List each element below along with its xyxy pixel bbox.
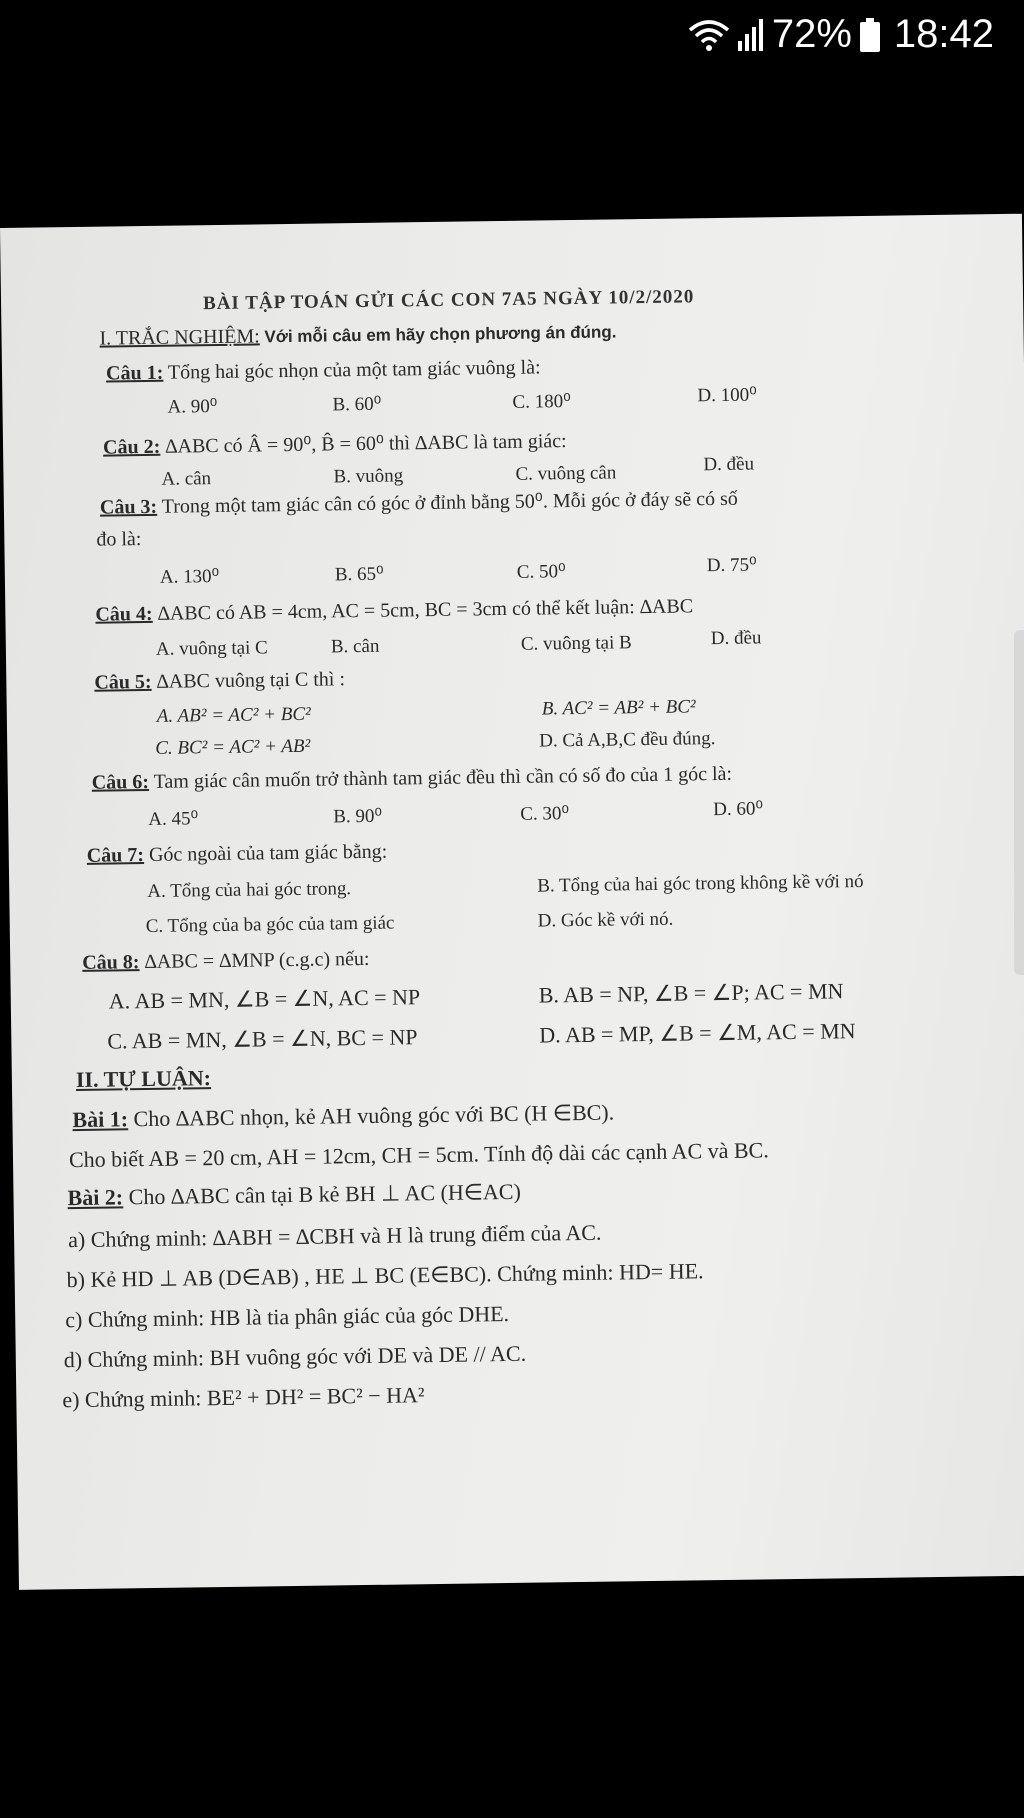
q1-option-c: C. 180⁰ bbox=[512, 391, 571, 413]
q3-option-b: B. 65⁰ bbox=[334, 563, 384, 586]
question-3 bbox=[100, 486, 738, 520]
q6-option-b: B. 90⁰ bbox=[333, 805, 383, 828]
question-8-text: ∆ABC = ∆MNP (c.g.c) nếu: bbox=[139, 947, 370, 974]
q7-option-b: B. Tổng của hai góc trong không kề với nó bbox=[537, 871, 864, 897]
question-6-text: Tam giác cân muốn trở thành tam giác đều thì cần có số đo của 1 góc là: bbox=[148, 762, 733, 793]
exercise-1-continued: Cho biết AB = 20 cm, AH = 12cm, CH = 5cm. Tính độ dài các cạnh AC và BC. bbox=[68, 1137, 769, 1173]
q7-option-c: C. Tổng của ba góc của tam giác bbox=[145, 912, 395, 938]
q3-option-a: A. 130⁰ bbox=[159, 565, 220, 588]
question-1-label: Câu 1: bbox=[105, 361, 164, 385]
q8-option-b: B. AB = NP, ∠B = ∠P; AC = MN bbox=[538, 978, 844, 1008]
exercise-2-text: Cho ∆ABC cân tại B kẻ BH ⊥ AC (H∈AC) bbox=[122, 1178, 521, 1210]
clock: 18:42 bbox=[893, 12, 994, 56]
exercise-2-part-b: b) Kẻ HD ⊥ AB (D∈AB) , HE ⊥ BC (E∈BC). Chứng minh: HD= HE. bbox=[66, 1258, 704, 1293]
q2-option-c: C. vuông cân bbox=[515, 462, 617, 485]
question-4 bbox=[95, 595, 693, 626]
exercise-2-label: Bài 2: bbox=[67, 1184, 124, 1211]
q4-option-b: B. cân bbox=[330, 635, 380, 658]
question-8 bbox=[82, 948, 370, 975]
section-1-text: Với mỗi câu em hãy chọn phương án đúng. bbox=[259, 322, 617, 347]
q8-option-d: D. AB = MP, ∠B = ∠M, AC = MN bbox=[539, 1018, 856, 1048]
q7-option-a: A. Tổng của hai góc trong. bbox=[147, 878, 352, 903]
battery-percent: 72% bbox=[771, 12, 852, 56]
q5-option-b: B. AC² = AB² + BC² bbox=[541, 696, 696, 720]
q6-option-a: A. 45⁰ bbox=[148, 808, 199, 830]
question-3-continued: đo là: bbox=[96, 528, 142, 551]
q2-option-a: A. cân bbox=[161, 468, 212, 490]
section-2-label: II. TỰ LUẬN: bbox=[75, 1065, 212, 1093]
q2-option-b: B. vuông bbox=[333, 465, 404, 488]
document-title: BÀI TẬP TOÁN GỬI CÁC CON 7A5 NGÀY 10/2/2020 bbox=[202, 286, 695, 315]
question-2-text: ∆ABC có Â = 90⁰, B̂ = 60⁰ thì ∆ABC là tam giác: bbox=[160, 430, 567, 458]
question-4-label: Câu 4: bbox=[95, 602, 153, 626]
question-5-label: Câu 5: bbox=[94, 670, 152, 694]
battery-icon bbox=[860, 18, 880, 52]
q3-option-c: C. 50⁰ bbox=[516, 561, 566, 583]
section-1-label: I. TRẮC NGHIỆM: bbox=[99, 325, 260, 350]
exercise-2 bbox=[67, 1179, 521, 1211]
question-3-text: Trong một tam giác cân có góc ở đỉnh bằng 50⁰. Mỗi góc ở đáy sẽ có số bbox=[156, 487, 739, 518]
scroll-handle[interactable] bbox=[1014, 630, 1024, 975]
question-4-text: ∆ABC có AB = 4cm, AC = 5cm, BC = 3cm có thể kết luận: ∆ABC bbox=[152, 595, 694, 625]
question-1-text: Tổng hai góc nhọn của một tam giác vuông là: bbox=[163, 356, 541, 384]
q1-option-d: D. 100⁰ bbox=[697, 384, 757, 407]
q4-option-d: D. đều bbox=[710, 627, 762, 650]
exercise-2-part-e: e) Chứng minh: BE² + DH² = BC² − HA² bbox=[62, 1382, 425, 1413]
exercise-1-label: Bài 1: bbox=[72, 1106, 129, 1133]
question-7-label: Câu 7: bbox=[86, 844, 145, 867]
question-8-label: Câu 8: bbox=[82, 951, 140, 974]
question-2-label: Câu 2: bbox=[102, 435, 161, 459]
signal-icon bbox=[738, 19, 764, 51]
q8-option-a: A. AB = MN, ∠B = ∠N, AC = NP bbox=[108, 984, 421, 1014]
q7-option-d: D. Góc kề với nó. bbox=[537, 908, 674, 932]
exercise-2-part-c: c) Chứng minh: HB là tia phân giác của góc DHE. bbox=[65, 1300, 510, 1333]
question-2 bbox=[103, 428, 567, 459]
wifi-icon bbox=[688, 18, 730, 52]
q6-option-d: D. 60⁰ bbox=[713, 798, 764, 821]
question-7-text: Góc ngoài của tam giác bằng: bbox=[143, 840, 388, 867]
question-5 bbox=[94, 668, 345, 694]
q5-option-c: C. BC² = AC² + AB² bbox=[155, 735, 311, 759]
question-7 bbox=[87, 841, 388, 868]
q1-option-b: B. 60⁰ bbox=[332, 393, 382, 416]
exercise-1-text: Cho ∆ABC nhọn, kẻ AH vuông góc với BC (H ∈BC). bbox=[127, 1099, 615, 1132]
q1-option-a: A. 90⁰ bbox=[167, 395, 218, 418]
q3-option-d: D. 75⁰ bbox=[706, 554, 757, 577]
status-bar bbox=[0, 0, 1024, 70]
question-1 bbox=[106, 356, 541, 385]
document-page bbox=[0, 214, 1024, 1590]
exercise-2-part-a: a) Chứng minh: ∆ABH = ∆CBH và H là trung điểm của AC. bbox=[67, 1219, 602, 1253]
section-2-heading bbox=[76, 1065, 211, 1093]
question-6 bbox=[92, 763, 733, 795]
q8-option-c: C. AB = MN, ∠B = ∠N, BC = NP bbox=[107, 1024, 418, 1054]
q6-option-c: C. 30⁰ bbox=[520, 803, 570, 825]
q4-option-c: C. vuông tại B bbox=[520, 632, 632, 655]
question-3-label: Câu 3: bbox=[99, 495, 158, 519]
question-6-label: Câu 6: bbox=[91, 770, 150, 794]
question-5-text: ∆ABC vuông tại C thì : bbox=[151, 668, 346, 693]
exercise-2-part-d: d) Chứng minh: BH vuông góc với DE và DE // AC. bbox=[63, 1340, 527, 1373]
q5-option-a: A. AB² = AC² + BC² bbox=[156, 703, 311, 727]
exercise-1 bbox=[72, 1100, 614, 1134]
status-icons bbox=[688, 12, 994, 57]
q5-option-d: D. Cả A,B,C đều đúng. bbox=[539, 728, 716, 752]
q2-option-d: D. đều bbox=[703, 453, 755, 476]
q4-option-a: A. vuông tại C bbox=[155, 637, 268, 660]
section-1-heading bbox=[99, 320, 616, 350]
